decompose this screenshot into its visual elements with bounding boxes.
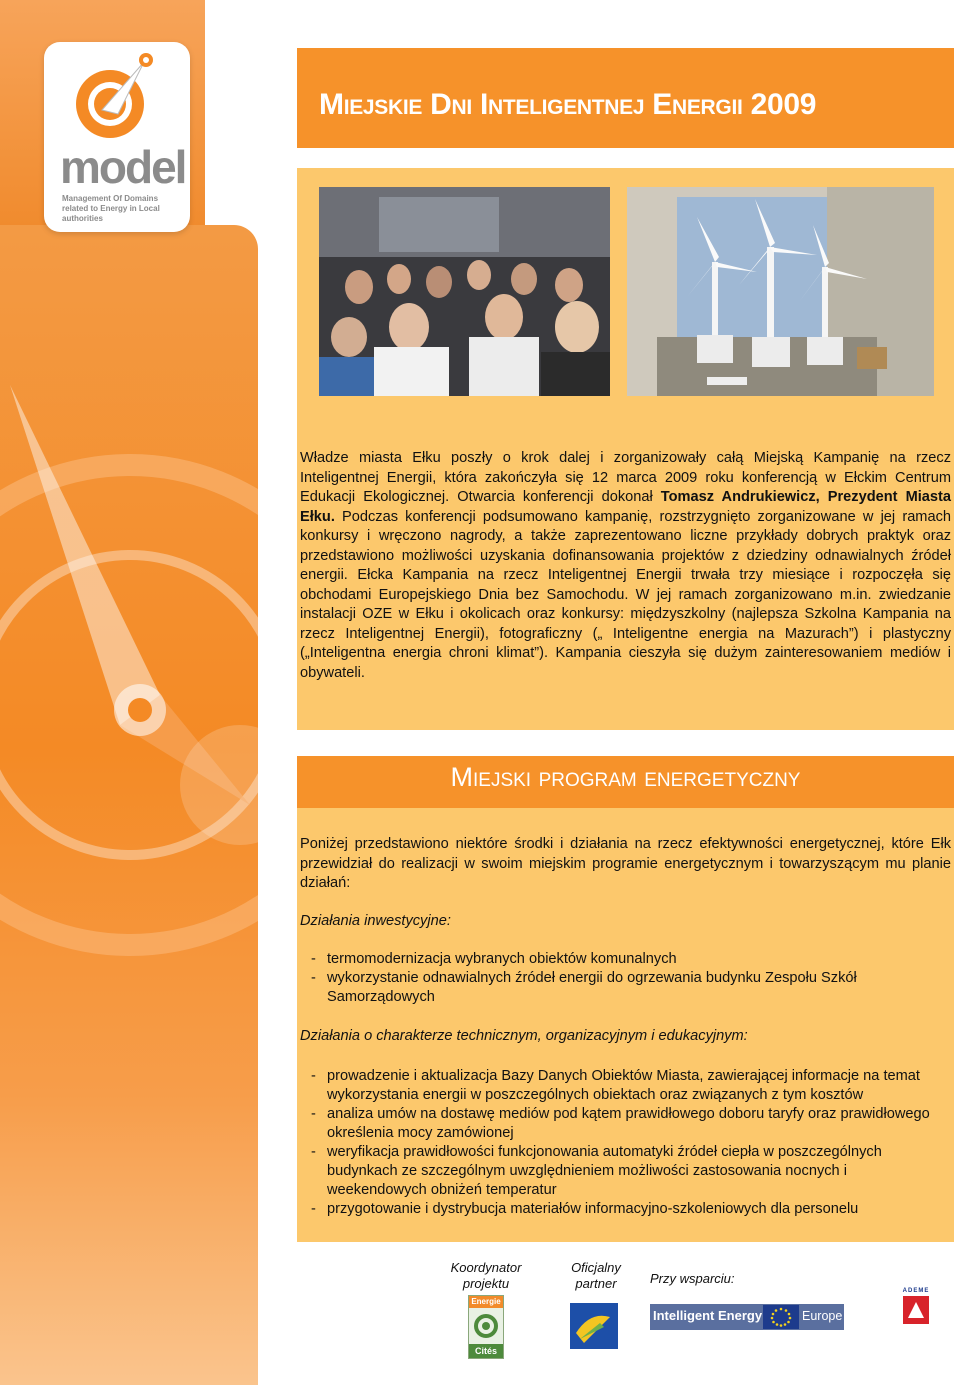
section-2-title-bar <box>297 756 954 808</box>
left-decorative-column <box>0 0 290 1385</box>
eu-flag-icon <box>763 1305 799 1329</box>
compass-graphic <box>0 225 258 1385</box>
section-1-title-bar <box>297 48 954 148</box>
paragraph-text-b: Podczas konferencji podsumowano kampanię, rozstrzygnięto zorganizowane w jej ramach konkursy i wręczono nagrody, a także zaprezentowano liczne przykłady dobrych praktyk oraz przedstawiono możliwości uzyskania dofinansowania projektów z dziedziny odnawialnych źródeł energii. Ełcka Kampania na rzecz Inteligentnej Energii trwała trzy miesiące i rozpoczęła się obchodami Europejskiego Dnia bez Samochodu. W jej ramach zorganizowano m.in. zwiedzanie instalacji OZE w Ełku i okolicach oraz konkursy: międzyszkolny (najlepsza Szkolna Kampania na rzecz Inteligentnej Energii), fotograficzny („ Inteligentne energia na Mazurach”) i plastyczny („Inteligentna energia chroni klimat”). Kampania cieszyła się dużym zainteresowaniem mediów i obywateli. <box>300 508 951 681</box>
investment-actions-heading: Działania inwestycyjne: <box>300 913 451 929</box>
energie-cites-logo: Energie Cités <box>468 1295 504 1359</box>
coordinator-label: Koordynator projektu <box>450 1260 522 1291</box>
technical-actions-list <box>300 1067 950 1219</box>
list-item: - weryfikacja prawidłowości funkcjonowania automatyki źródeł ciepła w poszczególnych budynkach ze szczególnym uwzględnieniem możliwości zastosowania nocnych i weekendowych obniżeń temperatur <box>311 1144 882 1198</box>
list-item: - przygotowanie i dystrybucja materiałów informacyjno-szkoleniowych dla personelu <box>311 1201 859 1217</box>
conference-audience-photo <box>319 187 610 396</box>
official-partner-logo <box>570 1303 618 1349</box>
section-1-content <box>297 168 954 730</box>
section-2-title: Miejski program energetyczny <box>450 762 801 792</box>
partner-emblem-icon <box>570 1303 618 1349</box>
investment-actions-list <box>300 950 950 1007</box>
technical-actions-heading: Działania o charakterze technicznym, organizacyjnym i edukacyjnym: <box>300 1028 748 1044</box>
logo-tagline: Management Of Domains related to Energy in Local authorities <box>62 194 160 223</box>
logo-wordmark: model <box>60 141 186 193</box>
paragraph-bold-name: Tomasz Andrukiewicz, Prezydent Miasta Ełku. <box>300 489 951 525</box>
compass-logo-icon <box>72 48 162 143</box>
paragraph-text-a: Władze miasta Ełku poszły o krok dalej i zorganizowały całą Miejską Kampanię na rzecz Inteligentnej Energii, która zakończyła się 12 marca 2009 roku konferencją w Ełckim Centrum Edukacji Ekologicznej. Otwarcia konferencji dokonał <box>300 450 951 505</box>
list-item: - wykorzystanie odnawialnych źródeł energii do ogrzewania budynku Zespołu Szkół Samorządowych <box>311 970 857 1005</box>
list-item: - analiza umów na dostawę mediów pod kątem prawidłowego doboru taryfy oraz prawidłowego określenia mocy zamówionej <box>311 1106 930 1141</box>
section-1-title: Miejskie Dni Inteligentnej Energii 2009 <box>319 88 817 121</box>
section-1-paragraph <box>300 449 951 683</box>
ademe-emblem-icon <box>903 1296 929 1324</box>
list-item: - prowadzenie i aktualizacja Bazy Danych Obiektów Miasta, zawierającej informacje na temat wykorzystania energii w poszczególnych obiektach oraz związanych z tym kosztów <box>311 1068 920 1103</box>
wind-turbine-models-photo <box>627 187 934 396</box>
orange-strip-main <box>0 225 258 1385</box>
section-2-content <box>297 808 954 1242</box>
section-2-intro: Poniżej przedstawiono niektóre środki i działania na rzecz efektywności energetycznej, które Ełk przewidział do realizacji w swoim miejskim programie energetycznym i towarzyszącym mu planie działań: <box>300 836 951 891</box>
ademe-logo: ADEME <box>901 1288 931 1328</box>
official-partner-label: Oficjalny partner <box>571 1260 621 1291</box>
intelligent-energy-europe-logo: Intelligent Energy Europe <box>650 1304 844 1330</box>
list-item: - termomodernizacja wybranych obiektów komunalnych <box>311 951 677 967</box>
support-label: Przy wsparciu: <box>650 1271 735 1286</box>
model-logo <box>44 42 190 232</box>
